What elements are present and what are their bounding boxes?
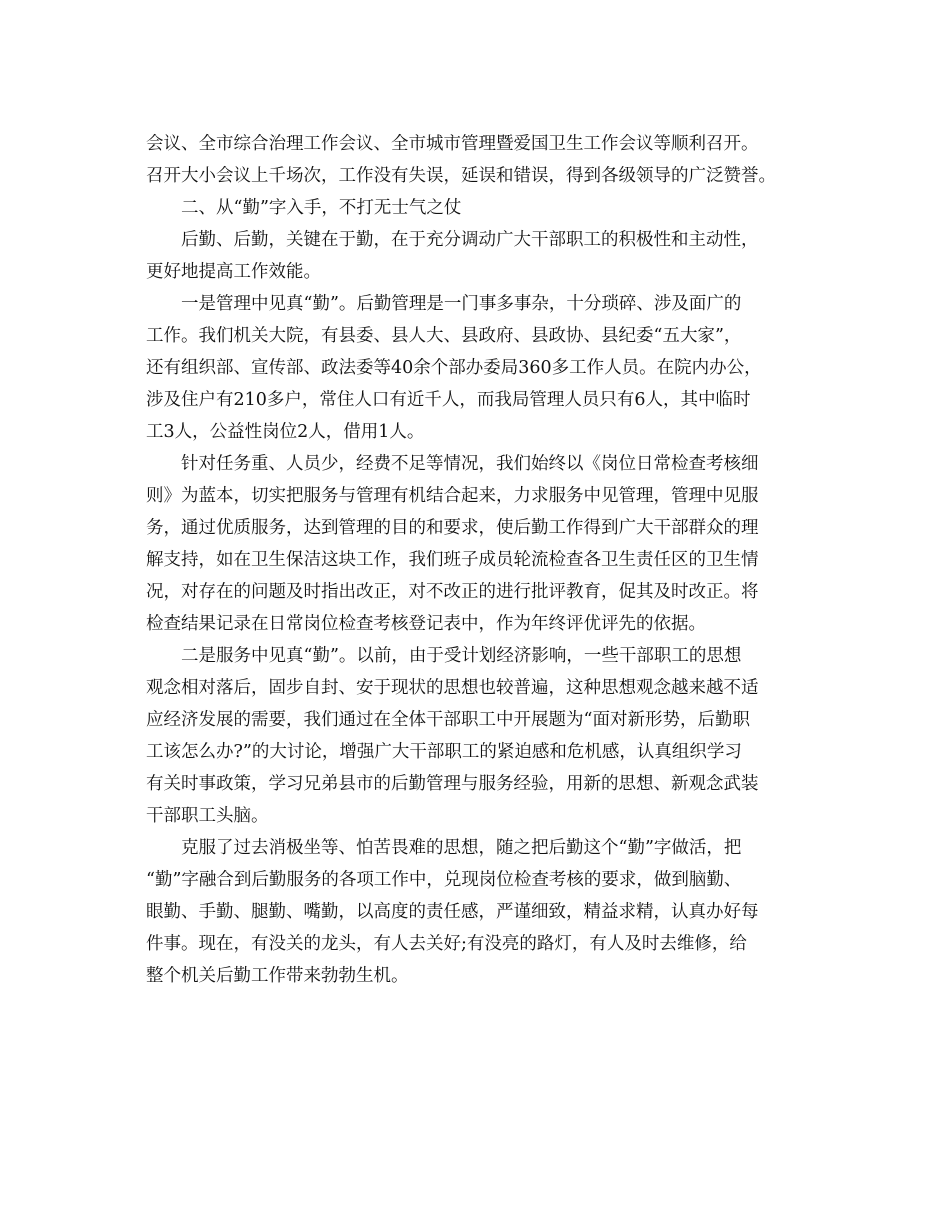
text-line: 针对任务重、人员少，经费不足等情况，我们始终以《岗位日常检查考核细: [181, 454, 759, 474]
text-line: 整个机关后勤工作带来勃勃生机。: [146, 966, 409, 986]
text-line: 会议、全市综合治理工作会议、全市城市管理暨爱国卫生工作会议等顺利召开。: [146, 134, 759, 154]
text-line: 工3人，公益性岗位2人，借用1人。: [146, 422, 425, 442]
paragraph-service: [146, 640, 806, 832]
text-line: 后勤、后勤，关键在于勤，在于充分调动广大干部职工的积极性和主动性，: [181, 230, 759, 250]
text-line: 况，对存在的问题及时指出改正，对不改正的进行批评教育，促其及时改正。将: [146, 582, 759, 602]
paragraph-intro: [146, 224, 806, 288]
text-line: 一是管理中见真“勤”。后勤管理是一门事多事杂，十分琐碎、涉及面广的: [181, 294, 742, 314]
text-line: 二是服务中见真“勤”。以前，由于受计划经济影响，一些干部职工的思想: [181, 646, 742, 666]
text-line: 涉及住户有210多户，常住人口有近千人，而我局管理人员只有6人，其中临时: [146, 390, 751, 410]
text-line: 工该怎么办?”的大讨论，增强广大干部职工的紧迫感和危机感，认真组织学习: [146, 742, 742, 762]
section-heading: 二、从“勤”字入手，不打无士气之仗: [181, 198, 462, 218]
text-line: 更好地提高工作效能。: [146, 262, 321, 282]
text-line: 干部职工头脑。: [146, 806, 269, 826]
text-line: 克服了过去消极坐等、怕苦畏难的思想，随之把后勤这个“勤”字做活，把: [181, 838, 742, 858]
text-line: 检查结果记录在日常岗位检查考核登记表中，作为年终评优评先的依据。: [146, 614, 706, 634]
text-line: 召开大小会议上千场次，工作没有失误，延误和错误，得到各级领导的广泛赞誉。: [146, 166, 776, 186]
text-line: 还有组织部、宣传部、政法委等40余个部办委局360多工作人员。在院内办公，: [146, 358, 762, 378]
paragraph-management: [146, 288, 806, 448]
text-line: 眼勤、手勤、腿勤、嘴勤，以高度的责任感，严谨细致，精益求精，认真办好每: [146, 902, 759, 922]
text-line: 观念相对落后，固步自封、安于现状的思想也较普遍，这种思想观念越来越不适: [146, 678, 759, 698]
paragraph-meeting-summary: [146, 128, 806, 192]
text-line: 有关时事政策，学习兄弟县市的后勤管理与服务经验，用新的思想、新观念武装: [146, 774, 759, 794]
text-line: 解支持，如在卫生保洁这块工作，我们班子成员轮流检查各卫生责任区的卫生情: [146, 550, 759, 570]
text-line: 工作。我们机关大院，有县委、县人大、县政府、县政协、县纪委“五大家”，: [146, 326, 742, 346]
text-line: 件事。现在，有没关的龙头，有人去关好;有没亮的路灯，有人及时去维修，给: [146, 934, 747, 954]
paragraph-conclusion: [146, 832, 806, 992]
paragraph-inspection: [146, 448, 806, 640]
text-line: 应经济发展的需要，我们通过在全体干部职工中开展题为“面对新形势，后勤职: [146, 710, 750, 730]
document-body: [146, 128, 806, 992]
text-line: 务，通过优质服务，达到管理的目的和要求，使后勤工作得到广大干部群众的理: [146, 518, 759, 538]
text-line: 则》为蓝本，切实把服务与管理有机结合起来，力求服务中见管理，管理中见服: [146, 486, 759, 506]
text-line: “勤”字融合到后勤服务的各项工作中，兑现岗位检查考核的要求，做到脑勤、: [146, 870, 742, 890]
